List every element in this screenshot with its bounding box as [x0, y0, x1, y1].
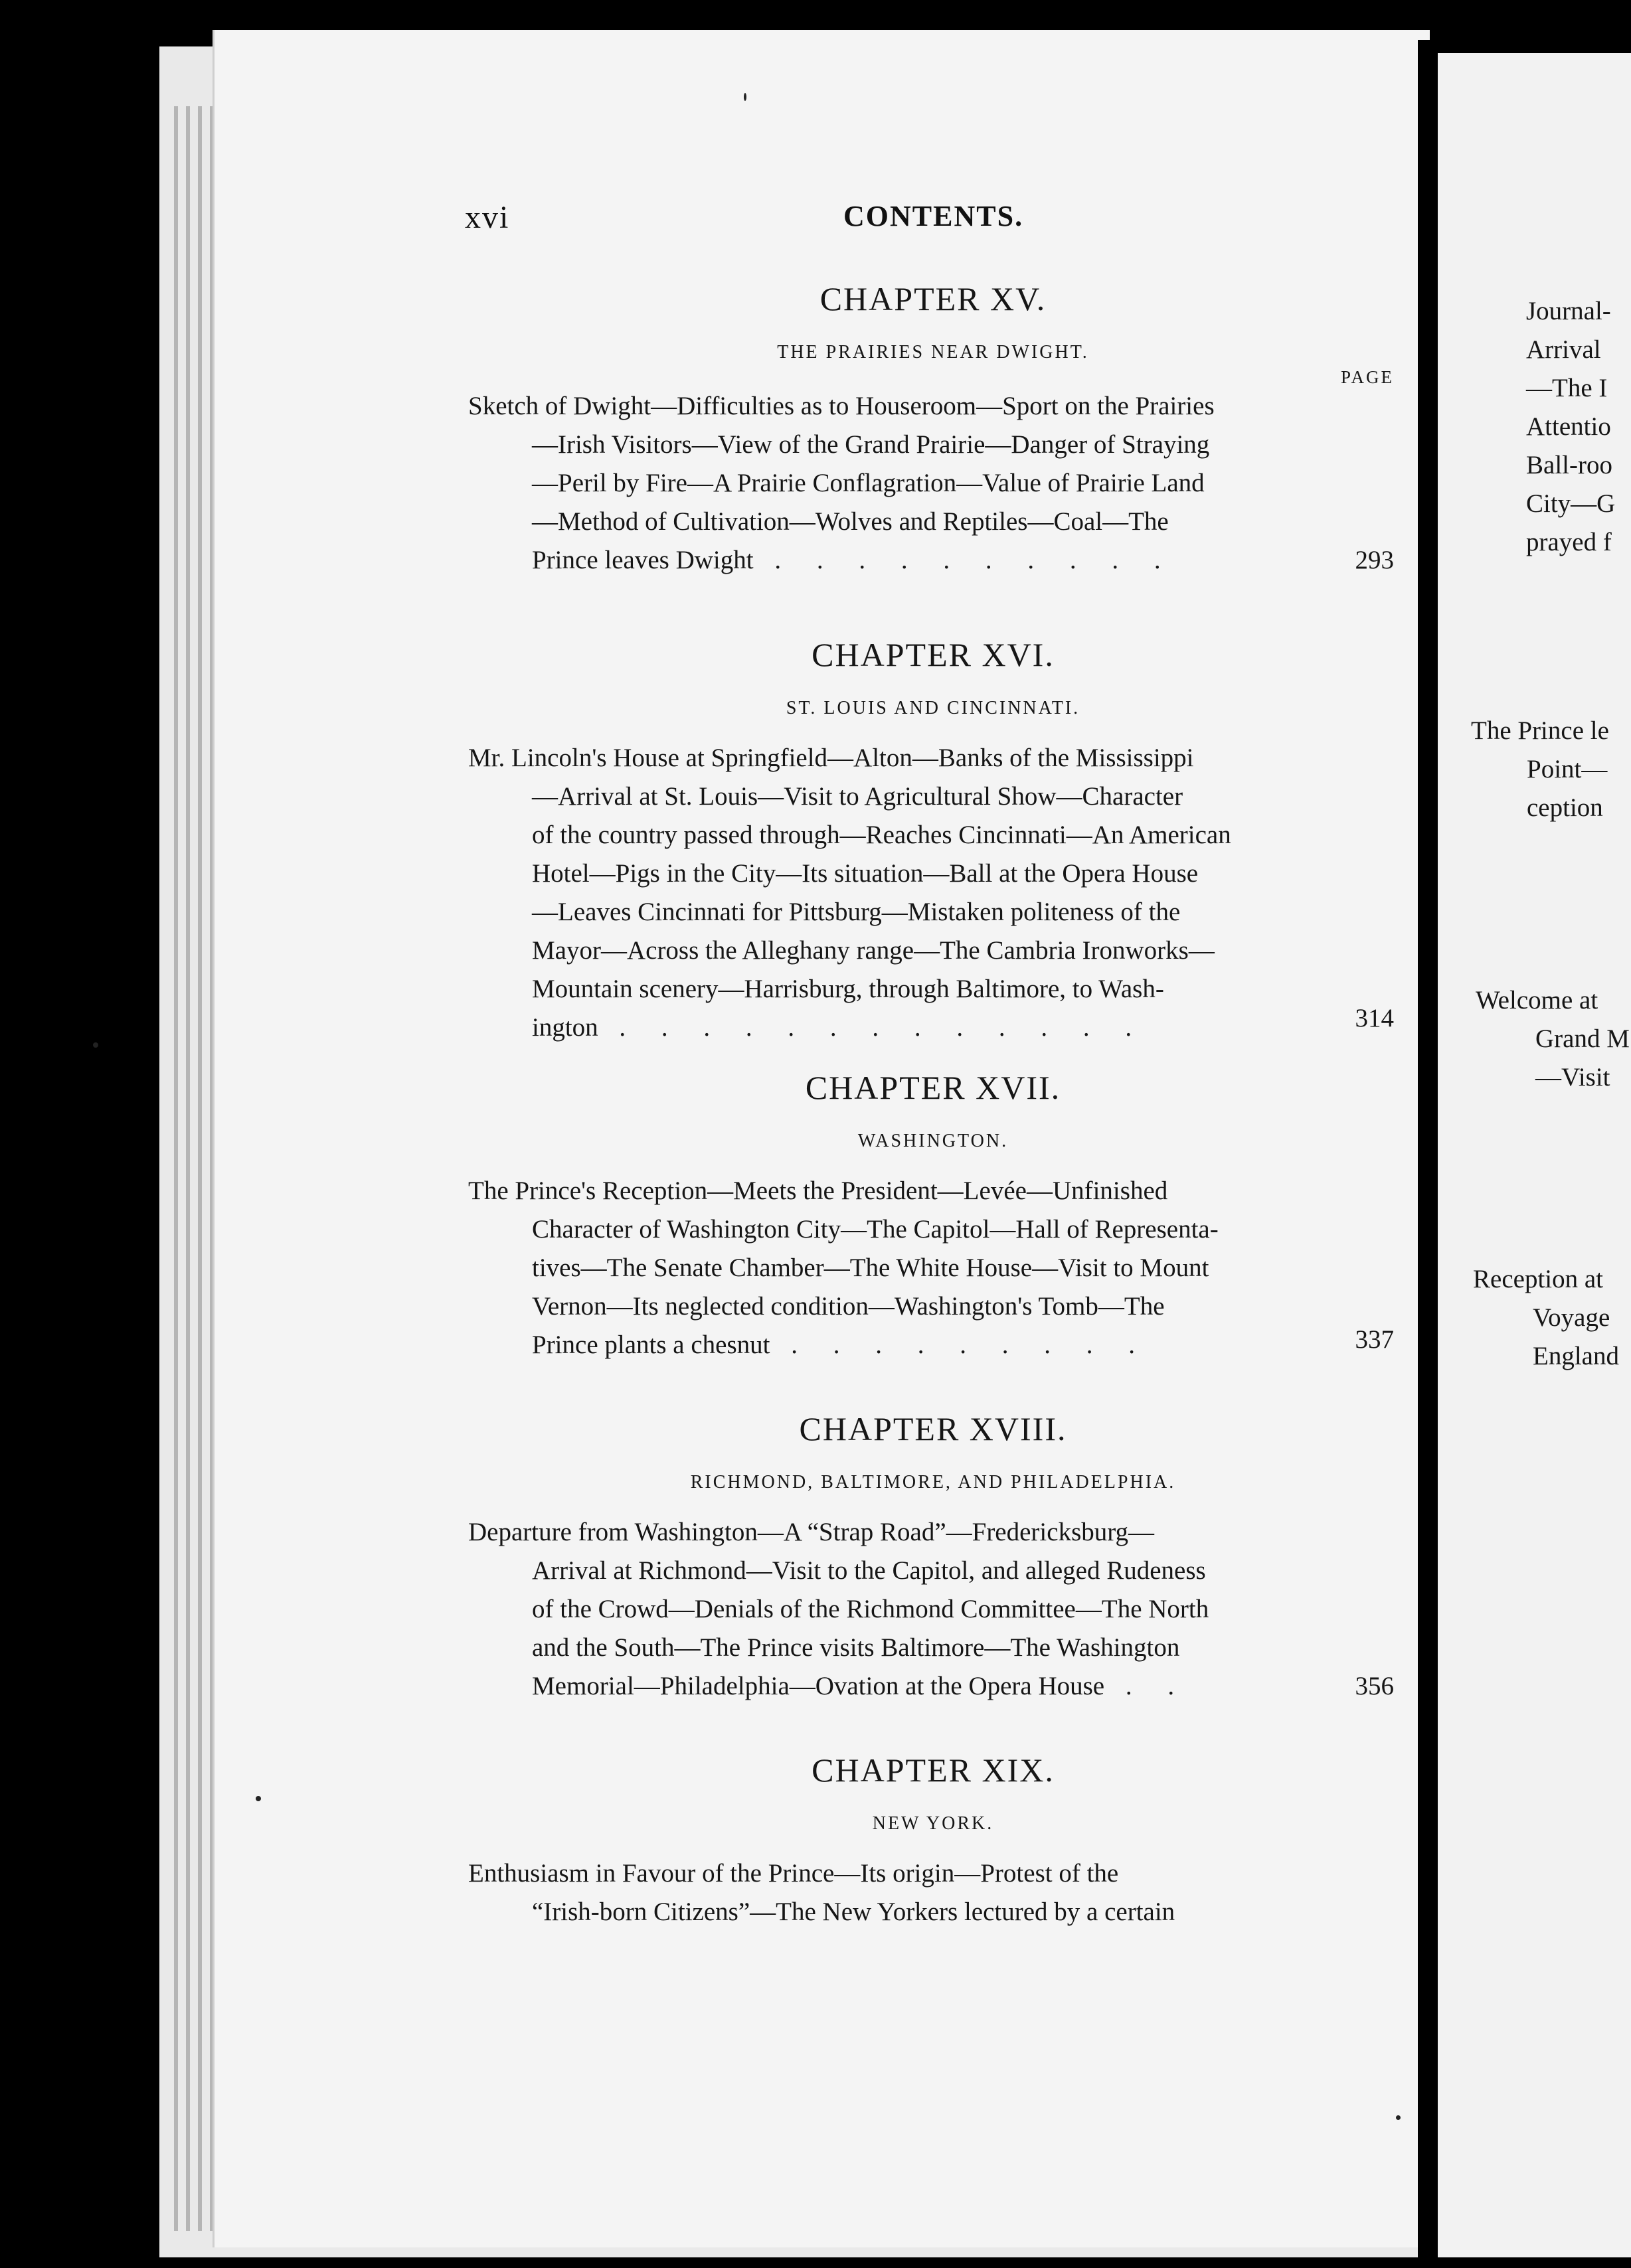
summary-line: —Irish Visitors—View of the Grand Prairie—Danger of Straying — [532, 430, 1210, 459]
summary-line: Vernon—Its neglected condition—Washington's Tomb—The — [532, 1292, 1165, 1321]
page-number: 293 — [1355, 546, 1394, 574]
facing-page-fragment: Welcome at Grand M —Visit — [1476, 986, 1630, 1092]
summary-line: tives—The Senate Chamber—The White House—Visit to Mount — [532, 1254, 1209, 1282]
page-edge — [174, 106, 178, 2231]
summary-line: —Arrival at St. Louis—Visit to Agricultural Show—Character — [532, 782, 1183, 811]
summary-line: Sketch of Dwight—Difficulties as to Houseroom—Sport on the Prairies — [468, 392, 1215, 420]
chapter-title: CHAPTER XV. — [819, 280, 1047, 317]
summary-line: Prince leaves Dwight . . . . . . . . . . — [532, 546, 1175, 574]
summary-line: “Irish-born Citizens”—The New Yorkers lectured by a certain — [532, 1898, 1175, 1926]
page-number: 356 — [1355, 1672, 1394, 1700]
facing-page-fragment: Journal- Arrival —The I Attentio Ball-roo City—G prayed f — [1526, 297, 1616, 556]
chapter-xix — [468, 1753, 1398, 1931]
chapter-xv — [468, 282, 1398, 580]
summary-line: Hotel—Pigs in the City—Its situation—Ball at the Opera House — [532, 859, 1199, 888]
page-number: 314 — [1355, 1004, 1394, 1032]
page-column-label: PAGE — [1340, 367, 1394, 387]
page-title: CONTENTS. — [843, 200, 1024, 232]
summary-line: —Leaves Cincinnati for Pittsburg—Mistaken politeness of the — [532, 898, 1181, 926]
page-number: 337 — [1355, 1325, 1394, 1354]
summary-line: Enthusiasm in Favour of the Prince—Its origin—Protest of the — [468, 1859, 1119, 1888]
summary-line: —Peril by Fire—A Prairie Conflagration—Value of Prairie Land — [532, 469, 1205, 497]
summary-line: and the South—The Prince visits Baltimore—The Washington — [532, 1633, 1180, 1662]
chapter-summary — [468, 1172, 1398, 1364]
page-edge — [186, 106, 190, 2231]
summary-line: —Method of Cultivation—Wolves and Reptiles—Coal—The — [532, 507, 1169, 536]
summary-line: Memorial—Philadelphia—Ovation at the Opera House . . — [532, 1672, 1189, 1700]
chapter-xvi — [468, 638, 1398, 1047]
summary-line: Prince plants a chesnut . . . . . . . . . — [532, 1331, 1150, 1359]
chapter-title: CHAPTER XVII. — [805, 1069, 1061, 1106]
facing-page-fragment: The Prince le Point— ception — [1471, 716, 1609, 822]
chapter-subtitle: RICHMOND, BALTIMORE, AND PHILADELPHIA. — [690, 1472, 1176, 1493]
summary-line: of the country passed through—Reaches Cincinnati—An American — [532, 821, 1231, 849]
summary-line: Arrival at Richmond—Visit to the Capitol, and alleged Rudeness — [532, 1556, 1206, 1585]
summary-line: Mayor—Across the Alleghany range—The Cambria Ironworks— — [532, 936, 1215, 965]
summary-line: The Prince's Reception—Meets the President—Levée—Unfinished — [468, 1176, 1168, 1205]
chapter-title: CHAPTER XVI. — [812, 636, 1055, 673]
contents-list — [468, 269, 1398, 1931]
summary-line: of the Crowd—Denials of the Richmond Committee—The North — [532, 1595, 1209, 1623]
scan-speck — [744, 93, 746, 101]
chapter-summary — [468, 1854, 1398, 1931]
chapter-subtitle: ST. LOUIS AND CINCINNATI. — [786, 698, 1080, 718]
chapter-xvii — [468, 1071, 1398, 1364]
summary-line: Character of Washington City—The Capitol—Hall of Representa- — [532, 1215, 1219, 1244]
chapter-title: CHAPTER XIX. — [812, 1751, 1055, 1789]
book-spine — [1418, 40, 1438, 2257]
chapter-summary — [468, 739, 1398, 1047]
page-edge — [198, 106, 202, 2231]
summary-line: Mountain scenery—Harrisburg, through Baltimore, to Wash- — [532, 975, 1164, 1003]
chapter-subtitle: THE PRAIRIES NEAR DWIGHT. — [777, 342, 1089, 363]
summary-line: ington . . . . . . . . . . . . . — [532, 1013, 1147, 1042]
summary-line: Departure from Washington—A “Strap Road”—Fredericksburg— — [468, 1518, 1155, 1546]
page-number-roman: xvi — [465, 200, 510, 235]
chapter-subtitle: NEW YORK. — [872, 1813, 994, 1834]
scan-speck — [256, 1796, 261, 1801]
summary-line: Mr. Lincoln's House at Springfield—Alton—Banks of the Mississippi — [468, 744, 1194, 772]
chapter-subtitle: WASHINGTON. — [857, 1131, 1009, 1151]
scan-speck — [1396, 2115, 1401, 2120]
chapter-summary — [468, 1513, 1398, 1706]
chapter-summary — [468, 387, 1398, 580]
scan-speck — [93, 1042, 98, 1048]
facing-page-fragment: Reception at Voyage England — [1473, 1265, 1619, 1370]
chapter-title: CHAPTER XVIII. — [799, 1410, 1067, 1447]
chapter-xviii — [468, 1412, 1398, 1706]
